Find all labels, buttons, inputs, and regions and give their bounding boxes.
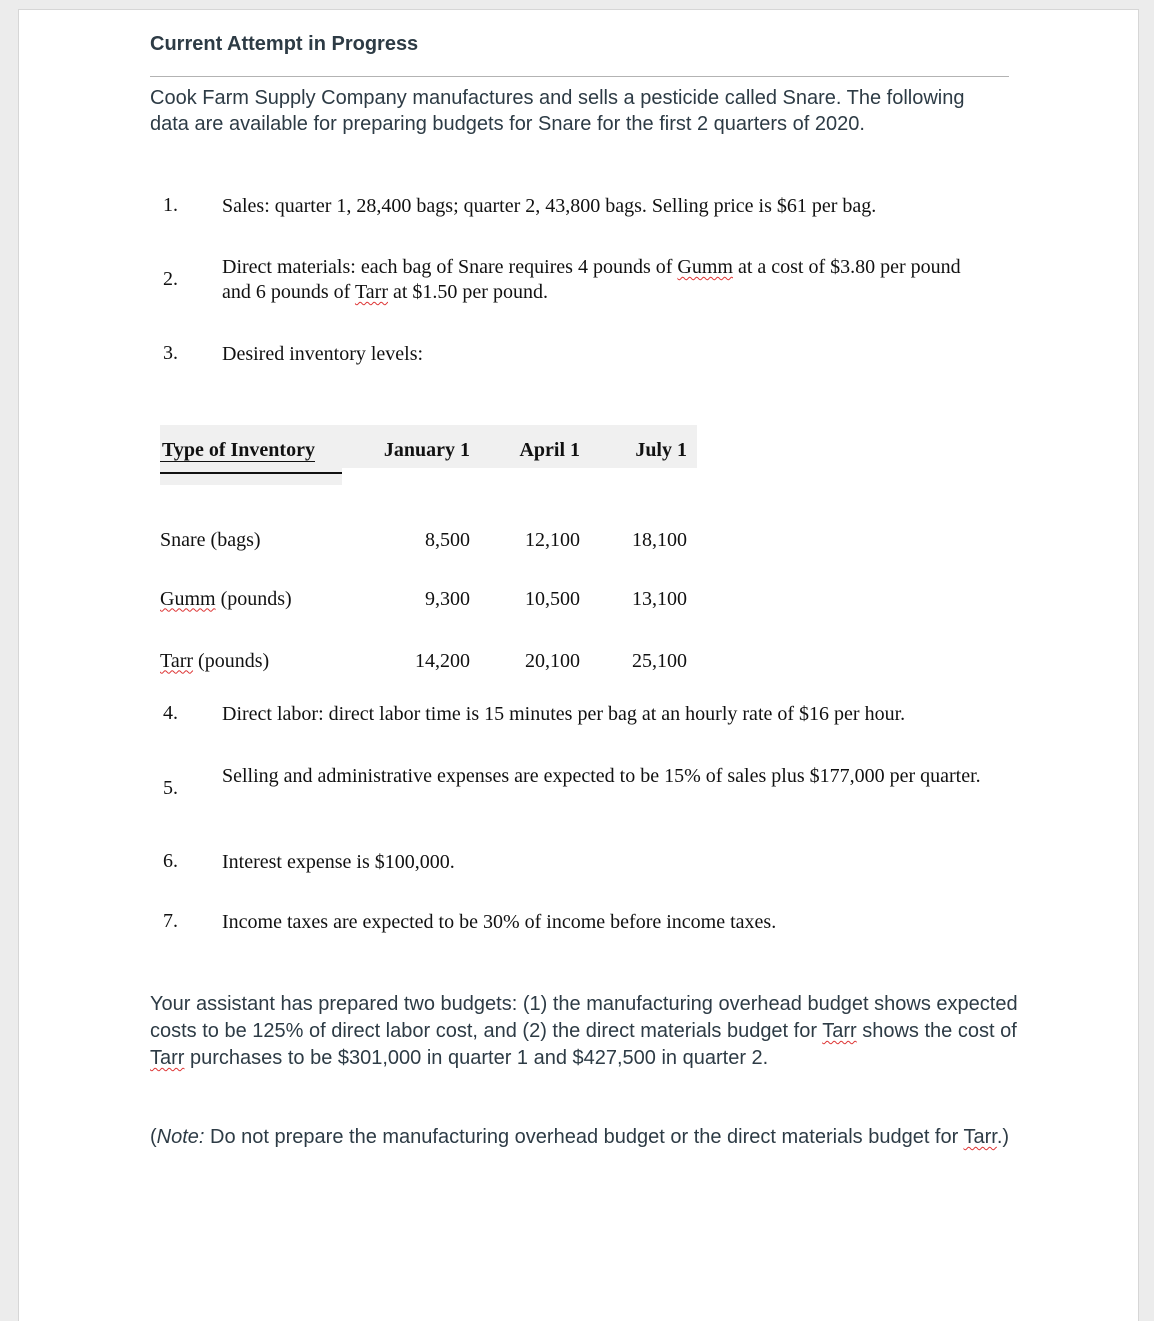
column-header: April 1 xyxy=(519,439,580,461)
item-number: 4. xyxy=(163,702,178,724)
note-paragraph: (Note: Do not prepare the manufacturing overhead budget or the direct materials budget for Tarr.) xyxy=(150,1126,1010,1148)
item-number: 7. xyxy=(163,910,178,932)
table-cell: 8,500 xyxy=(425,529,470,551)
table-row xyxy=(160,568,687,630)
note-label: Note: xyxy=(156,1126,205,1148)
page-title: Current Attempt in Progress xyxy=(150,33,419,55)
item-text: Direct materials: each bag of Snare requires 4 pounds of Gumm at a cost of $3.80 per pound and 6 pounds of Tarr at $1.50 per pound. xyxy=(222,256,961,303)
table-header-row xyxy=(160,428,687,473)
spellcheck-word: Tarr xyxy=(160,649,194,672)
column-header: Type of Inventory xyxy=(160,428,342,473)
intro-paragraph: Cook Farm Supply Company manufactures and sells a pesticide called Snare. The following data are available for preparing budgets for Snare for the first 2 quarters of 2020. xyxy=(150,87,965,135)
item-text: Selling and administrative expenses are expected to be 15% of sales plus $177,000 per quarter. xyxy=(222,765,981,787)
item-number: 6. xyxy=(163,850,178,872)
table-cell: 20,100 xyxy=(525,649,580,672)
table-row xyxy=(160,473,687,568)
item-number: 3. xyxy=(163,342,178,364)
column-header: January 1 xyxy=(383,439,470,461)
spellcheck-word: Gumm xyxy=(160,587,216,610)
item-text: Sales: quarter 1, 28,400 bags; quarter 2, 43,800 bags. Selling price is $61 per bag. xyxy=(222,195,877,217)
item-number: 1. xyxy=(163,194,178,216)
assistant-paragraph: Your assistant has prepared two budgets: (1) the manufacturing overhead budget shows expected costs to be 125% of direct labor cost, and (2) the direct materials budget for Tarr shows the cost of Tarr purchases to be $301,000 in quarter 1 and $427,500 in quarter 2. xyxy=(150,993,1018,1069)
divider xyxy=(150,76,1009,77)
table-cell: 18,100 xyxy=(632,529,687,551)
row-label: Gumm (pounds) xyxy=(160,587,292,610)
spellcheck-word: Tarr xyxy=(963,1126,997,1148)
table-cell: 10,500 xyxy=(525,587,580,610)
column-header: July 1 xyxy=(635,439,687,461)
item-text: Income taxes are expected to be 30% of income before income taxes. xyxy=(222,911,777,933)
item-number: 2. xyxy=(163,268,178,290)
spellcheck-word: Gumm xyxy=(677,256,733,278)
inventory-table xyxy=(160,428,687,692)
item-text: Desired inventory levels: xyxy=(222,343,424,365)
table-cell: 13,100 xyxy=(632,587,687,610)
spellcheck-word: Tarr xyxy=(822,1020,857,1042)
document-page xyxy=(18,9,1139,1321)
table-row xyxy=(160,630,687,692)
table-cell: 25,100 xyxy=(632,649,687,672)
item-text: Interest expense is $100,000. xyxy=(222,851,455,873)
spellcheck-word: Tarr xyxy=(150,1047,185,1069)
row-label: Snare (bags) xyxy=(160,529,261,551)
table-cell: 9,300 xyxy=(425,587,470,610)
row-label: Tarr (pounds) xyxy=(160,649,270,672)
table-cell: 14,200 xyxy=(415,649,470,672)
table-cell: 12,100 xyxy=(525,529,580,551)
item-text: Direct labor: direct labor time is 15 minutes per bag at an hourly rate of $16 per hour. xyxy=(222,703,906,725)
item-number: 5. xyxy=(163,777,178,799)
spellcheck-word: Tarr xyxy=(354,281,388,303)
